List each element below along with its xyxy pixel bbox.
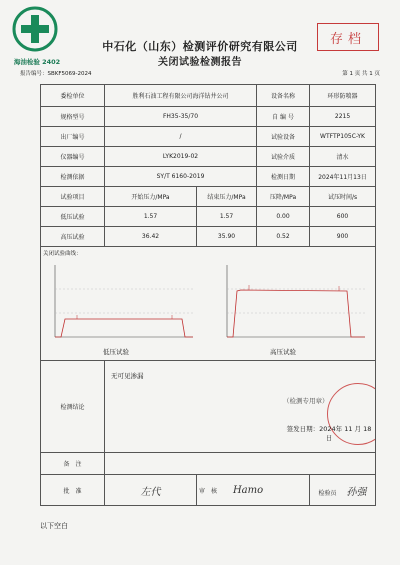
issue-date: 签发日期：2024年 11 月 18 日 xyxy=(286,425,372,442)
table-row xyxy=(41,207,376,227)
medium-value: 清水 xyxy=(310,147,376,167)
pressure-cell: 低压试验 xyxy=(41,207,105,227)
logo-caption: 海油检验 2402 xyxy=(13,58,61,66)
spec-label: 规格型号 xyxy=(41,107,105,127)
table-row xyxy=(41,227,376,247)
device-label: 设备名称 xyxy=(257,85,310,107)
spec-value: FH35-35/70 xyxy=(105,107,257,127)
inspector-signature-cell xyxy=(310,475,376,506)
pressure-header: 结束压力/MPa xyxy=(197,187,257,207)
pressure-cell: 36.42 xyxy=(105,227,197,247)
seal-caption: （检测专用章） xyxy=(283,397,329,405)
company-logo-icon xyxy=(12,6,58,52)
report-meta xyxy=(20,66,380,78)
instrument-label: 仪器编号 xyxy=(41,147,105,167)
high-pressure-caption: 高压试验 xyxy=(270,348,296,356)
test-device-value: WTFTP105C-YK xyxy=(310,127,376,147)
curves-label: 关闭试验曲线： xyxy=(43,251,82,257)
report-table xyxy=(40,84,376,506)
inspector-signature: 孙强 xyxy=(346,486,367,498)
client-value: 胜利石油工程有限公司海洋钻井公司 xyxy=(105,85,257,107)
organization-name: 中石化（山东）检测评价研究有限公司 xyxy=(102,40,298,53)
factory-no-label: 出厂编号 xyxy=(41,127,105,147)
archive-stamp: 存档 xyxy=(317,23,379,51)
conclusion-label: 检测结论 xyxy=(41,361,105,453)
test-device-label: 试验设备 xyxy=(257,127,310,147)
client-label: 委检单位 xyxy=(41,85,105,107)
basis-value: SY/T 6160-2019 xyxy=(105,167,257,187)
inspector-label: 检验员 xyxy=(318,489,337,497)
approve-label: 批 准 xyxy=(41,475,105,506)
self-no-value: 2215 xyxy=(310,107,376,127)
test-curves-section xyxy=(41,247,376,361)
low-pressure-curve-image xyxy=(47,261,197,343)
device-value: 环形防喷器 xyxy=(310,85,376,107)
pressure-cell: 35.90 xyxy=(197,227,257,247)
pressure-header: 试验项目 xyxy=(41,187,105,207)
pressure-header: 试压时间/s xyxy=(310,187,376,207)
factory-no-value: / xyxy=(105,127,257,147)
low-pressure-caption: 低压试验 xyxy=(103,348,129,356)
page-info: 第 1 页 共 1 页 xyxy=(342,71,380,77)
basis-label: 检测依据 xyxy=(41,167,105,187)
pressure-cell: 600 xyxy=(310,207,376,227)
pressure-cell: 0.52 xyxy=(257,227,310,247)
footer-note: 以下空白 xyxy=(40,522,68,530)
remarks-value xyxy=(105,453,376,475)
pressure-header: 开始压力/MPa xyxy=(105,187,197,207)
remarks-label: 备 注 xyxy=(41,453,105,475)
report-title: 关闭试验检测报告 xyxy=(158,57,242,68)
conclusion-text: 无可见渗漏 xyxy=(111,372,144,380)
review-label: 审 核 xyxy=(199,487,218,495)
pressure-header: 压降/MPa xyxy=(257,187,310,207)
pressure-cell: 900 xyxy=(310,227,376,247)
review-signature-cell xyxy=(197,475,310,506)
conclusion-content xyxy=(105,361,376,453)
high-pressure-curve-image xyxy=(219,261,369,343)
date-value: 2024年11月13日 xyxy=(310,167,376,187)
report-number: 报告编号：SBKF5069-2024 xyxy=(20,71,92,77)
medium-label: 试验介质 xyxy=(257,147,310,167)
pressure-cell: 0.00 xyxy=(257,207,310,227)
review-signature: Hamo xyxy=(232,484,264,496)
instrument-value: LYK2019-02 xyxy=(105,147,257,167)
self-no-label: 自 编 号 xyxy=(257,107,310,127)
date-label: 检测日期 xyxy=(257,167,310,187)
pressure-cell: 高压试验 xyxy=(41,227,105,247)
pressure-cell: 1.57 xyxy=(105,207,197,227)
approve-signature: 左代 xyxy=(105,475,197,506)
pressure-cell: 1.57 xyxy=(197,207,257,227)
